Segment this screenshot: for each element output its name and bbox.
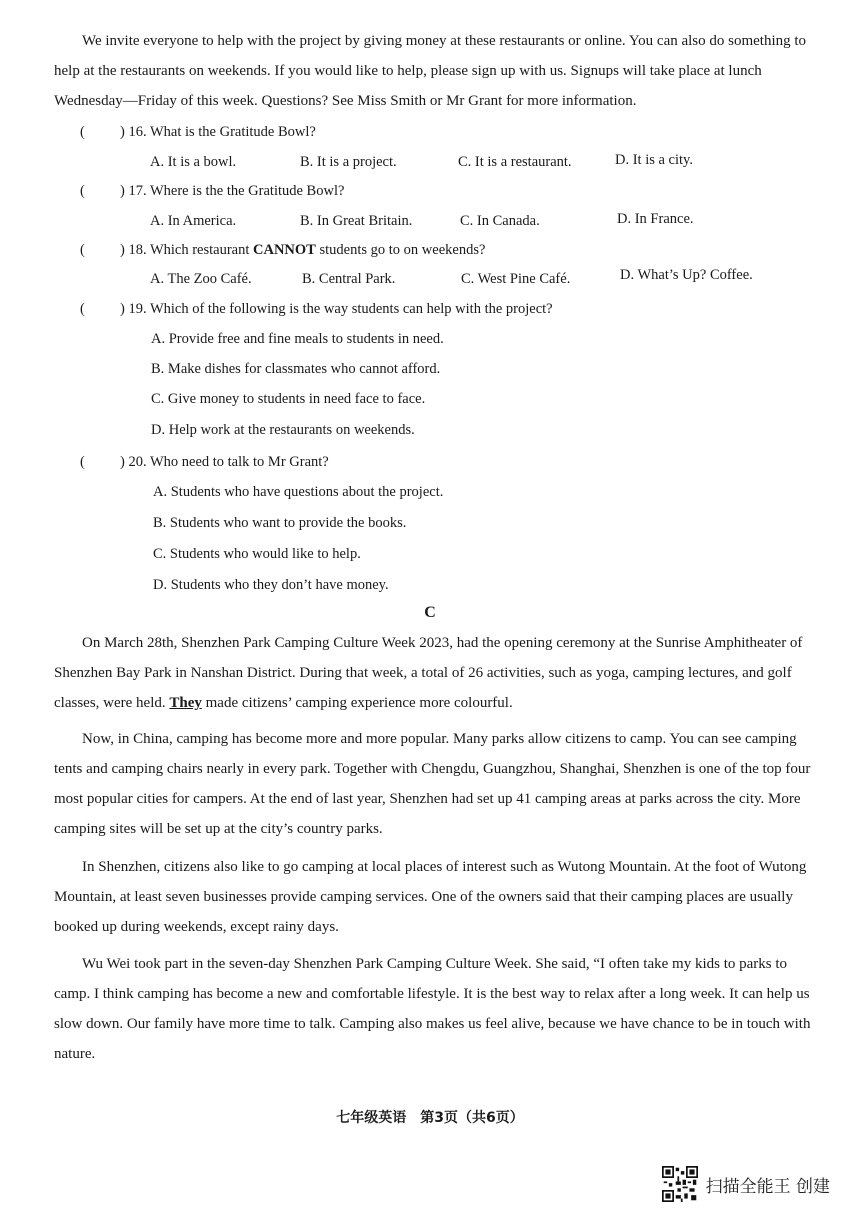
- question-17-option-b: B. In Great Britain.: [300, 213, 413, 229]
- passage-c-paragraph-1: [54, 628, 822, 718]
- answer-bracket: (: [80, 242, 85, 258]
- question-17-text: ) 17. Where is the the Gratitude Bowl?: [120, 183, 345, 199]
- question-18: [80, 239, 800, 261]
- question-17-option-a: A. In America.: [150, 213, 237, 229]
- question-18-option-a: A. The Zoo Café.: [150, 271, 252, 287]
- question-18-option-b: B. Central Park.: [302, 271, 396, 287]
- question-20-option-a: A. Students who have questions about the project.: [153, 484, 444, 500]
- passage-c-p1-text-before: On March 28th, Shenzhen Park Camping Culture Week 2023, had the opening ceremony at the Sunrise Amphitheater of Shenzhen Bay Park in Nanshan District. During that week, a total of 26 activities, such as yoga, camping lectures, and golf classes, were held.: [54, 635, 803, 711]
- question-19-option-d: D. Help work at the restaurants on weekends.: [151, 422, 415, 438]
- question-20-text: ) 20. Who need to talk to Mr Grant?: [120, 454, 329, 470]
- page-footer: 七年级英语 第3页（共6页）: [336, 1110, 524, 1126]
- question-16: [80, 121, 800, 143]
- question-17-option-d: D. In France.: [617, 211, 694, 227]
- qr-code-icon: [662, 1166, 698, 1202]
- question-19-option-b: B. Make dishes for classmates who cannot afford.: [151, 361, 441, 377]
- question-16-option-d: D. It is a city.: [615, 152, 693, 168]
- question-18-text-before: ) 18. Which restaurant: [120, 242, 254, 258]
- passage-c-p1-text-after: made citizens’ camping experience more colourful.: [201, 695, 513, 711]
- question-18-text-after: students go to on weekends?: [315, 242, 486, 258]
- question-17-option-c: C. In Canada.: [460, 213, 540, 229]
- passage-c-paragraph-2: Now, in China, camping has become more and more popular. Many parks allow citizens to camp. You can see camping tents and camping chairs nearly in every park. Together with Chengdu, Guangzhou, Shanghai, Shenzhen is one of the top four most popular cities for campers. At the end of last year, Shenzhen had set up 41 camping areas at parks across the city. More camping sites will be set up at the city’s country parks.: [54, 731, 811, 837]
- question-17: [80, 180, 800, 202]
- question-20-option-d: D. Students who they don’t have money.: [153, 577, 389, 593]
- passage-c-paragraph-4: Wu Wei took part in the seven-day Shenzhen Park Camping Culture Week. She said, “I often take my kids to parks to camp. I think camping has become a new and comfortable lifestyle. It is the best way to relax after a long week. It can help us slow down. Our family have more time to talk. Camping also makes us feel alive, because we have chance to be in touch with nature.: [54, 956, 811, 1062]
- question-18-option-c: C. West Pine Café.: [461, 271, 571, 287]
- question-20-option-b: B. Students who want to provide the books.: [153, 515, 407, 531]
- answer-bracket: (: [80, 301, 85, 317]
- question-16-option-b: B. It is a project.: [300, 154, 397, 170]
- question-19-option-a: A. Provide free and fine meals to students in need.: [151, 331, 444, 347]
- section-heading: C: [424, 604, 436, 621]
- question-16-text: ) 16. What is the Gratitude Bowl?: [120, 124, 316, 140]
- watermark-text: 扫描全能王 创建: [705, 1176, 830, 1197]
- question-20-option-c: C. Students who would like to help.: [153, 546, 361, 562]
- answer-bracket: (: [80, 454, 85, 470]
- passage-c-paragraph-3: In Shenzhen, citizens also like to go camping at local places of interest such as Wutong Mountain. At the foot of Wutong Mountain, at least seven businesses provide camping services. One of the owners said that their camping places are usually booked up during weekends, except rainy days.: [54, 859, 807, 935]
- scanner-watermark: [662, 1166, 830, 1202]
- question-19-text: ) 19. Which of the following is the way students can help with the project?: [120, 301, 553, 317]
- question-20: [80, 451, 800, 473]
- question-18-emphasis: CANNOT: [253, 242, 316, 258]
- question-18-option-d: D. What’s Up? Coffee.: [620, 267, 753, 283]
- answer-bracket: (: [80, 124, 85, 140]
- underlined-word: They: [169, 695, 202, 711]
- question-16-option-a: A. It is a bowl.: [150, 154, 237, 170]
- passage-b-closing-paragraph: We invite everyone to help with the project by giving money at these restaurants or online. You can also do something to help at the restaurants on weekends. If you would like to help, please sign up with us. Signups will take place at lunch Wednesday—Friday of this week. Questions? See Miss Smith or Mr Grant for more information.: [54, 33, 807, 109]
- question-19-option-c: C. Give money to students in need face to face.: [151, 391, 426, 407]
- answer-bracket: (: [80, 183, 85, 199]
- question-19: [80, 298, 800, 320]
- question-16-option-c: C. It is a restaurant.: [458, 154, 572, 170]
